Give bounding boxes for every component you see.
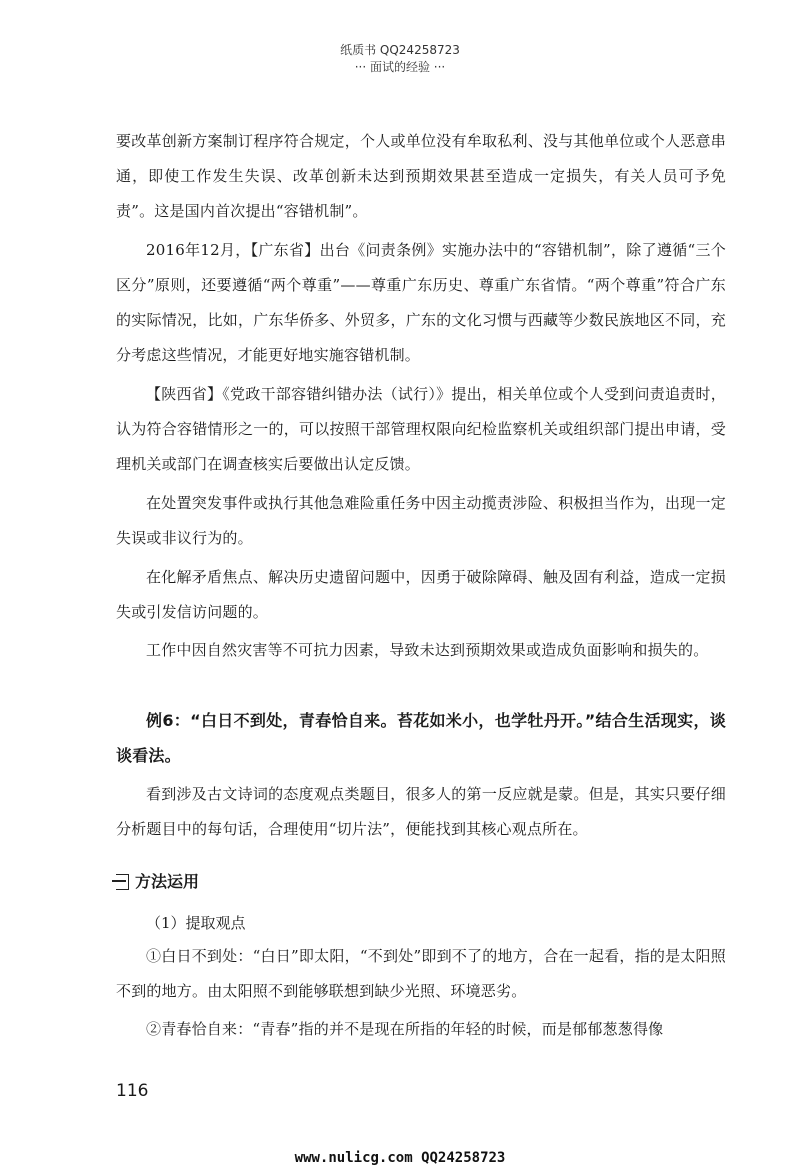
footer-watermark: www.nulicg.com QQ24258723 [294, 1150, 506, 1166]
paragraph-3: 【陕西省】《党政干部容错纠错办法（试行）》提出，相关单位或个人受到问责追责时，认为符合容错情形之一的，可以按照干部管理权限向纪检监察机关或组织部门提出申请，受理机关或部门在调查核实后要做出认定反馈。 [116, 385, 726, 473]
paragraph-4: 在处置突发事件或执行其他急难险重任务中因主动揽责涉险、积极担当作为，出现一定失误或非议行为的。 [116, 494, 726, 547]
sub-heading: （1）提取观点 [146, 914, 246, 932]
page-number: 116 [116, 1081, 149, 1101]
header-source: 纸质书 QQ24258723 [340, 43, 460, 57]
section-title: 方法运用 [135, 872, 200, 891]
paragraph-1: 要改革创新方案制订程序符合规定，个人或单位没有牟取私利、没与其他单位或个人恶意串通，即使工作发生失误、改革创新未达到预期效果甚至造成一定损失，有关人员可予免责”。这是国内首次提出“容错机制”。 [116, 132, 726, 220]
paragraph-6: 工作中因自然灾害等不可抗力因素，导致未达到预期效果或造成负面影响和损失的。 [146, 641, 709, 659]
section-marker-icon [116, 874, 129, 890]
paragraph-7: 看到涉及古文诗词的态度观点类题目，很多人的第一反应就是蒙。但是，其实只要仔细分析题目中的每句话，合理使用“切片法”，便能找到其核心观点所在。 [116, 785, 726, 838]
paragraph-8: ①白日不到处：“白日”即太阳，“不到处”即到不了的地方，合在一起看，指的是太阳照不到的地方。由太阳照不到能够联想到缺少光照、环境恶劣。 [116, 947, 726, 1000]
paragraph-9: ②青春恰自来：“青春”指的并不是现在所指的年轻的时候，而是郁郁葱葱得像 [146, 1020, 664, 1038]
example-question: 例6：“白日不到处，青春恰自来。苔花如米小，也学牡丹开。”结合生活现实，谈谈看法。 [116, 711, 726, 765]
header-chapter: ··· 面试的经验 ··· [354, 60, 446, 74]
paragraph-2: 2016年12月，【广东省】出台《问责条例》实施办法中的“容错机制”，除了遵循“三个区分”原则，还要遵循“两个尊重”——尊重广东历史、尊重广东省情。“两个尊重”符合广东的实际情况，比如，广东华侨多、外贸多，广东的文化习惯与西藏等少数民族地区不同，充分考虑这些情况，才能更好地实施容错机制。 [116, 241, 726, 364]
section-heading [116, 867, 199, 897]
paragraph-5: 在化解矛盾焦点、解决历史遗留问题中，因勇于破除障碍、触及固有利益，造成一定损失或引发信访问题的。 [116, 568, 726, 621]
